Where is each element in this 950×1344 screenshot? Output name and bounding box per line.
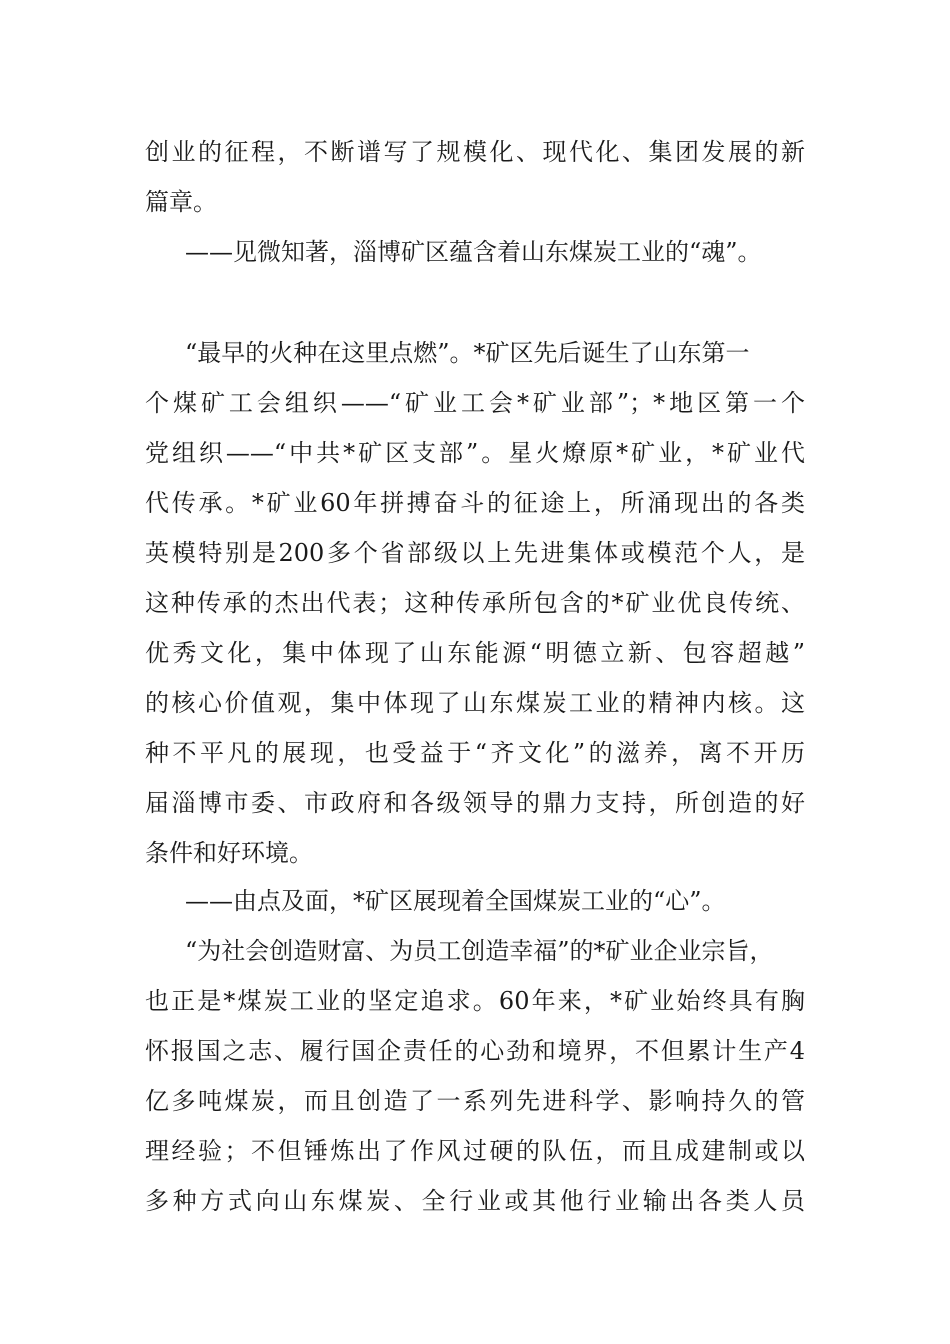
text-line: 这种传承的杰出代表；这种传承所包含的*矿业优良传统、: [145, 589, 805, 617]
text-line: 届淄博市委、市政府和各级领导的鼎力支持，所创造的好: [145, 789, 805, 817]
text-line: 代传承。*矿业60年拼搏奋斗的征途上，所涌现出的各类: [145, 489, 805, 517]
text-line: 理经验；不但锤炼出了作风过硬的队伍，而且成建制或以: [145, 1137, 805, 1165]
text-line: 个煤矿工会组织——“矿业工会*矿业部”；*地区第一个: [145, 389, 805, 417]
text-line: 也正是*煤炭工业的坚定追求。60年来，*矿业始终具有胸: [145, 987, 805, 1015]
section-heading: ——见微知著，淄博矿区蕴含着山东煤炭工业的“魂”。: [185, 238, 762, 266]
text-line: 怀报国之志、履行国企责任的心劲和境界，不但累计生产4: [145, 1037, 805, 1065]
text-line: 创业的征程，不断谱写了规模化、现代化、集团发展的新: [145, 138, 805, 166]
text-line: 优秀文化，集中体现了山东能源“明德立新、包容超越”: [145, 639, 805, 667]
section-heading: ——由点及面，*矿区展现着全国煤炭工业的“心”。: [185, 887, 726, 915]
text-line: 多种方式向山东煤炭、全行业或其他行业输出各类人员: [145, 1187, 805, 1215]
text-line: 篇章。: [145, 188, 217, 216]
text-line: 条件和好环境。: [145, 839, 313, 867]
text-line: 英模特别是200多个省部级以上先进集体或模范个人，是: [145, 539, 805, 567]
text-line: 种不平凡的展现，也受益于“齐文化”的滋养，离不开历: [145, 739, 805, 767]
text-line: 亿多吨煤炭，而且创造了一系列先进科学、影响持久的管: [145, 1087, 805, 1115]
text-line: “最早的火种在这里点燃”。*矿区先后诞生了山东第一: [185, 339, 750, 367]
text-line: 党组织——“中共*矿区支部”。星火燎原*矿业，*矿业代: [145, 439, 805, 467]
text-line: “为社会创造财富、为员工创造幸福”的*矿业企业宗旨，: [185, 937, 774, 965]
text-line: 的核心价值观，集中体现了山东煤炭工业的精神内核。这: [145, 689, 805, 717]
